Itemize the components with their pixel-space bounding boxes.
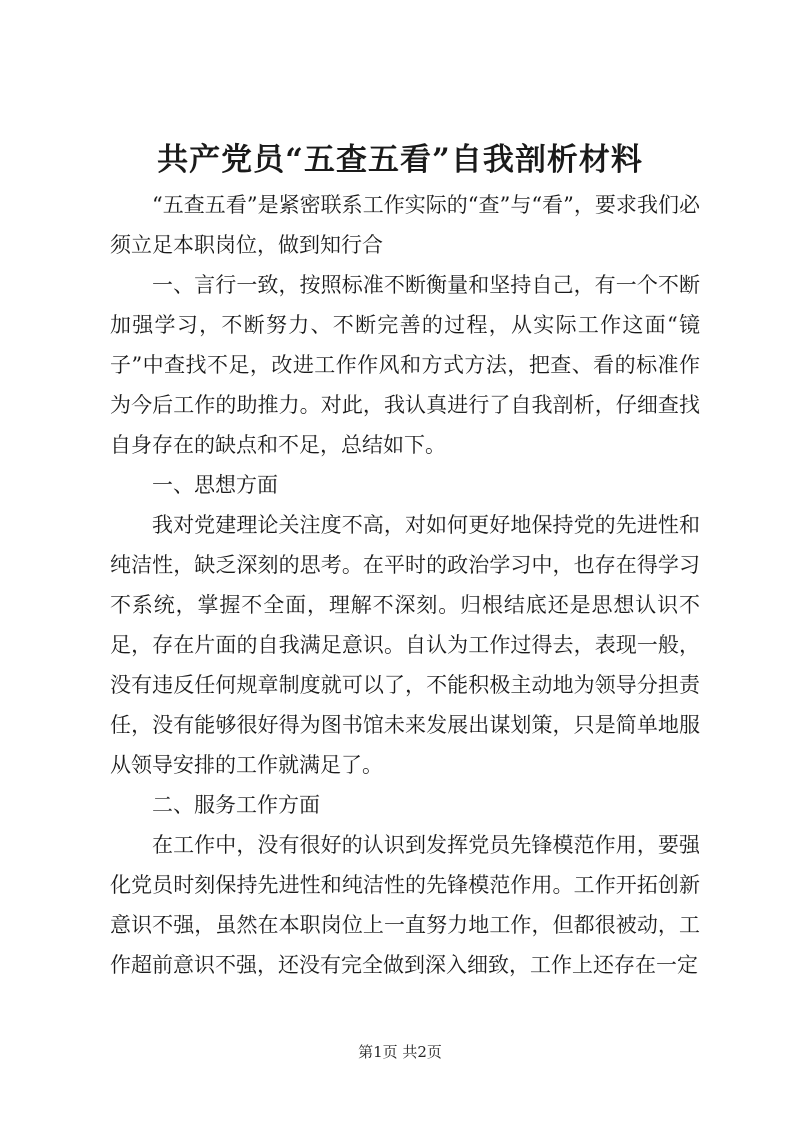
- body-paragraph-1: 一、言行一致，按照标准不断衡量和坚持自己，有一个不断加强学习，不断努力、不断完善的过程，从实际工作这面“镜子”中查找不足，改进工作作风和方式方法，把查、看的标准作为今后工作的助推力。对此，我认真进行了自我剖析，仔细查找自身存在的缺点和不足，总结如下。: [110, 273, 700, 457]
- page-footer: 第1页 共2页: [358, 1043, 442, 1061]
- body-paragraph-3: 在工作中，没有很好的认识到发挥党员先锋模范作用，要强化党员时刻保持先进性和纯洁性的先锋模范作用。工作开拓创新意识不强，虽然在本职岗位上一直努力地工作，但都很被动，工作超前意识不强，还没有完全做到深入细致，工作上还存在一定: [110, 833, 700, 977]
- section-heading-thought: 一、思想方面: [152, 473, 278, 497]
- document-body: [110, 185, 700, 985]
- section-heading-service: 二、服务工作方面: [152, 793, 320, 817]
- intro-paragraph: “五查五看”是紧密联系工作实际的“查”与“看”，要求我们必须立足本职岗位，做到知行合: [110, 193, 700, 257]
- document-title: 共产党员“五查五看”自我剖析材料: [157, 142, 643, 178]
- body-paragraph-2: 我对党建理论关注度不高，对如何更好地保持党的先进性和纯洁性，缺乏深刻的思考。在平时的政治学习中，也存在得学习不系统，掌握不全面，理解不深刻。归根结底还是思想认识不足，存在片面的自我满足意识。自认为工作过得去，表现一般，没有违反任何规章制度就可以了，不能积极主动地为领导分担责任，没有能够很好得为图书馆未来发展出谋划策，只是简单地服从领导安排的工作就满足了。: [110, 513, 700, 777]
